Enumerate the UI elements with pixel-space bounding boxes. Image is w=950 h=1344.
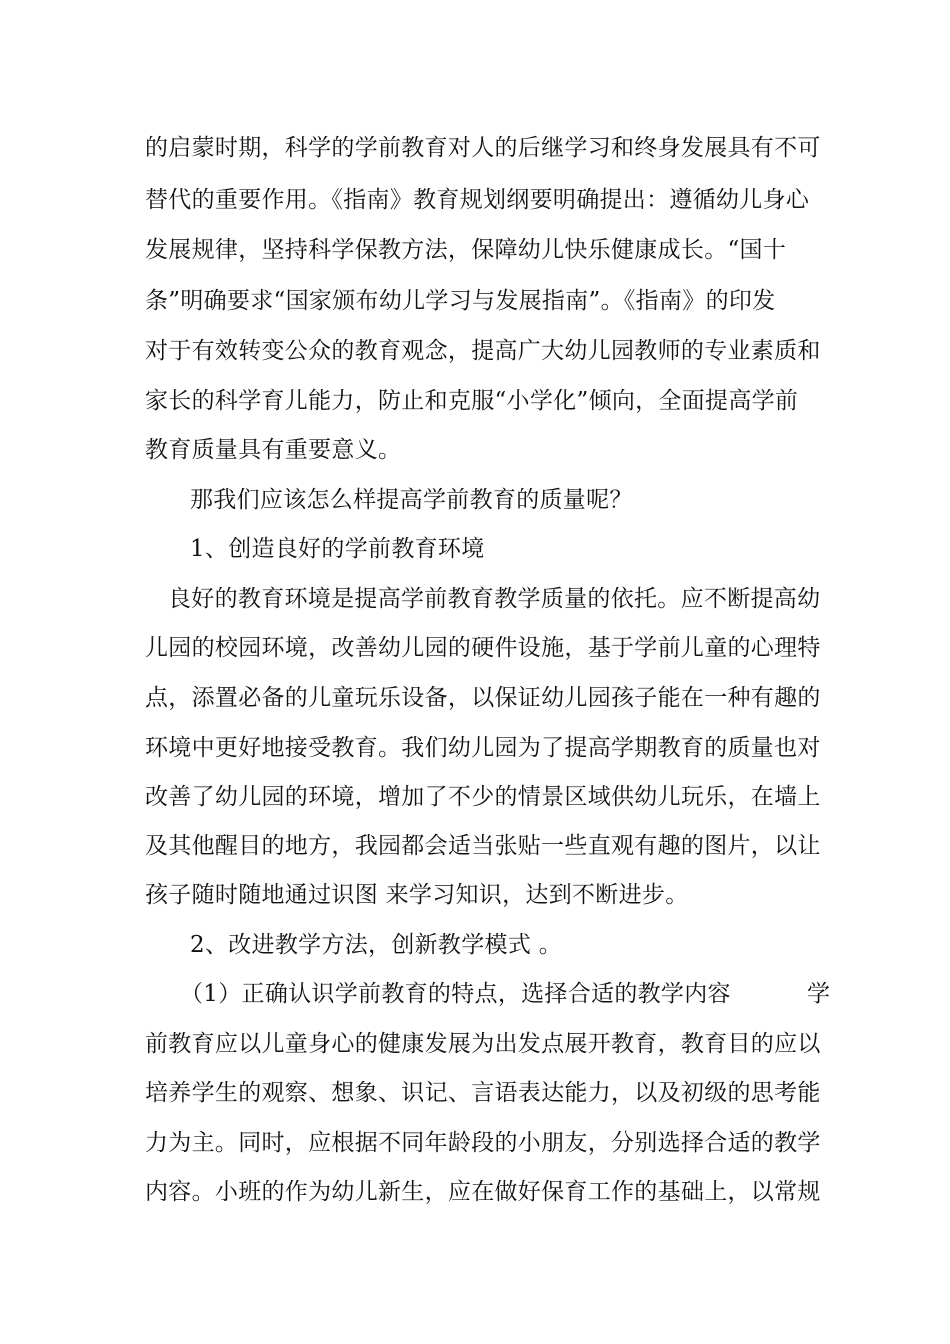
text-line: 对于有效转变公众的教育观念，提高广大幼儿园教师的专业素质和 (145, 338, 821, 364)
text-line: 条”明确要求“国家颁布幼儿学习与发展指南”。《指南》的印发 (145, 288, 776, 314)
text-line: 内容。小班的作为幼儿新生，应在做好保育工作的基础上，以常规 (145, 1179, 821, 1205)
text-line: 及其他醒目的地方，我园都会适当张贴一些直观有趣的图片，以让 (145, 833, 821, 859)
text-line: 发展规律，坚持科学保教方法，保障幼儿快乐健康成长。“国十 (145, 237, 787, 263)
text-line: 力为主。同时，应根据不同年龄段的小朋友，分别选择合适的教学 (145, 1130, 821, 1156)
text-line: 教育质量具有重要意义。 (145, 437, 402, 463)
section-heading: 1、创造良好的学前教育环境 (190, 536, 485, 562)
text-line: 的启蒙时期，科学的学前教育对人的后继学习和终身发展具有不可 (145, 135, 821, 161)
text-line: 培养学生的观察、想象、识记、言语表达能力，以及初级的思考能 (145, 1080, 821, 1106)
text-line: 良好的教育环境是提高学前教育教学质量的依托。应不断提高幼 (168, 586, 821, 612)
text-line: 家长的科学育儿能力，防止和克服“小学化”倾向，全面提高学前 (145, 388, 799, 414)
text-line: 儿园的校园环境，改善幼儿园的硬件设施，基于学前儿童的心理特 (145, 635, 821, 661)
section-heading: 2、改进教学方法，创新教学模式 。 (190, 932, 563, 958)
text-line: 点，添置必备的儿童玩乐设备，以保证幼儿园孩子能在一种有趣的 (145, 685, 821, 711)
text-line: 环境中更好地接受教育。我们幼儿园为了提高学期教育的质量也对 (145, 735, 821, 761)
text-line: 改善了幼儿园的环境，增加了不少的情景区域供幼儿玩乐，在墙上 (145, 784, 821, 810)
text-line: 替代的重要作用。《指南》教育规划纲要明确提出：遵循幼儿身心 (145, 187, 810, 213)
text-line: 前教育应以儿童身心的健康发展为出发点展开教育，教育目的应以 (145, 1031, 821, 1057)
text-line: （1）正确认识学前教育的特点，选择合适的教学内容 学 (180, 981, 831, 1007)
text-line: 孩子随时随地通过识图 来学习知识，达到不断进步。 (145, 882, 689, 908)
question-line: 那我们应该怎么样提高学前教育的质量呢？ (190, 487, 633, 513)
